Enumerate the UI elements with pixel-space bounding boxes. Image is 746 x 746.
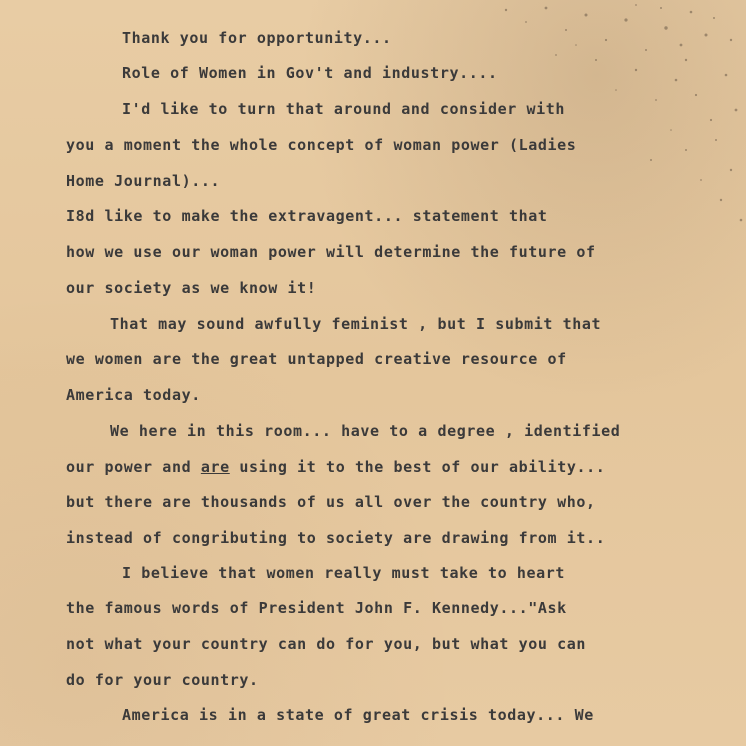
text-line: America is in a state of great crisis today... We — [122, 706, 594, 724]
text-line: the famous words of President John F. Kennedy..."Ask — [66, 599, 567, 617]
text-line: That may sound awfully feminist , but I submit that — [110, 315, 602, 333]
text-line: instead of congributing to society are drawing from it.. — [66, 529, 606, 547]
text-line: but there are thousands of us all over the country who, — [66, 493, 596, 511]
underlined-word: are — [200, 458, 230, 476]
text-line — [66, 460, 605, 475]
text-segment: our power and — [66, 458, 201, 476]
text-line: I believe that women really must take to heart — [122, 564, 566, 582]
text-segment: using it to the best of our ability... — [229, 458, 606, 476]
text-line: our society as we know it! — [66, 279, 317, 297]
text-line: I'd like to turn that around and consider with — [122, 100, 566, 118]
text-line: how we use our woman power will determine the future of — [66, 243, 596, 261]
text-line: Role of Women in Gov't and industry.... — [122, 64, 498, 82]
text-line: We here in this room... have to a degree , identified — [110, 422, 621, 440]
text-line: America today. — [66, 386, 201, 404]
text-line: you a moment the whole concept of woman power (Ladies — [66, 136, 577, 154]
text-line: Thank you for opportunity... — [122, 29, 392, 47]
text-line: Home Journal)... — [66, 172, 221, 190]
text-line: we women are the great untapped creative resource of — [66, 350, 567, 368]
text-line: I8d like to make the extravagent... statement that — [66, 207, 548, 225]
text-line: not what your country can do for you, but what you can — [66, 635, 587, 653]
ink-speckle-texture — [486, 0, 746, 240]
text-line: do for your country. — [66, 671, 259, 689]
